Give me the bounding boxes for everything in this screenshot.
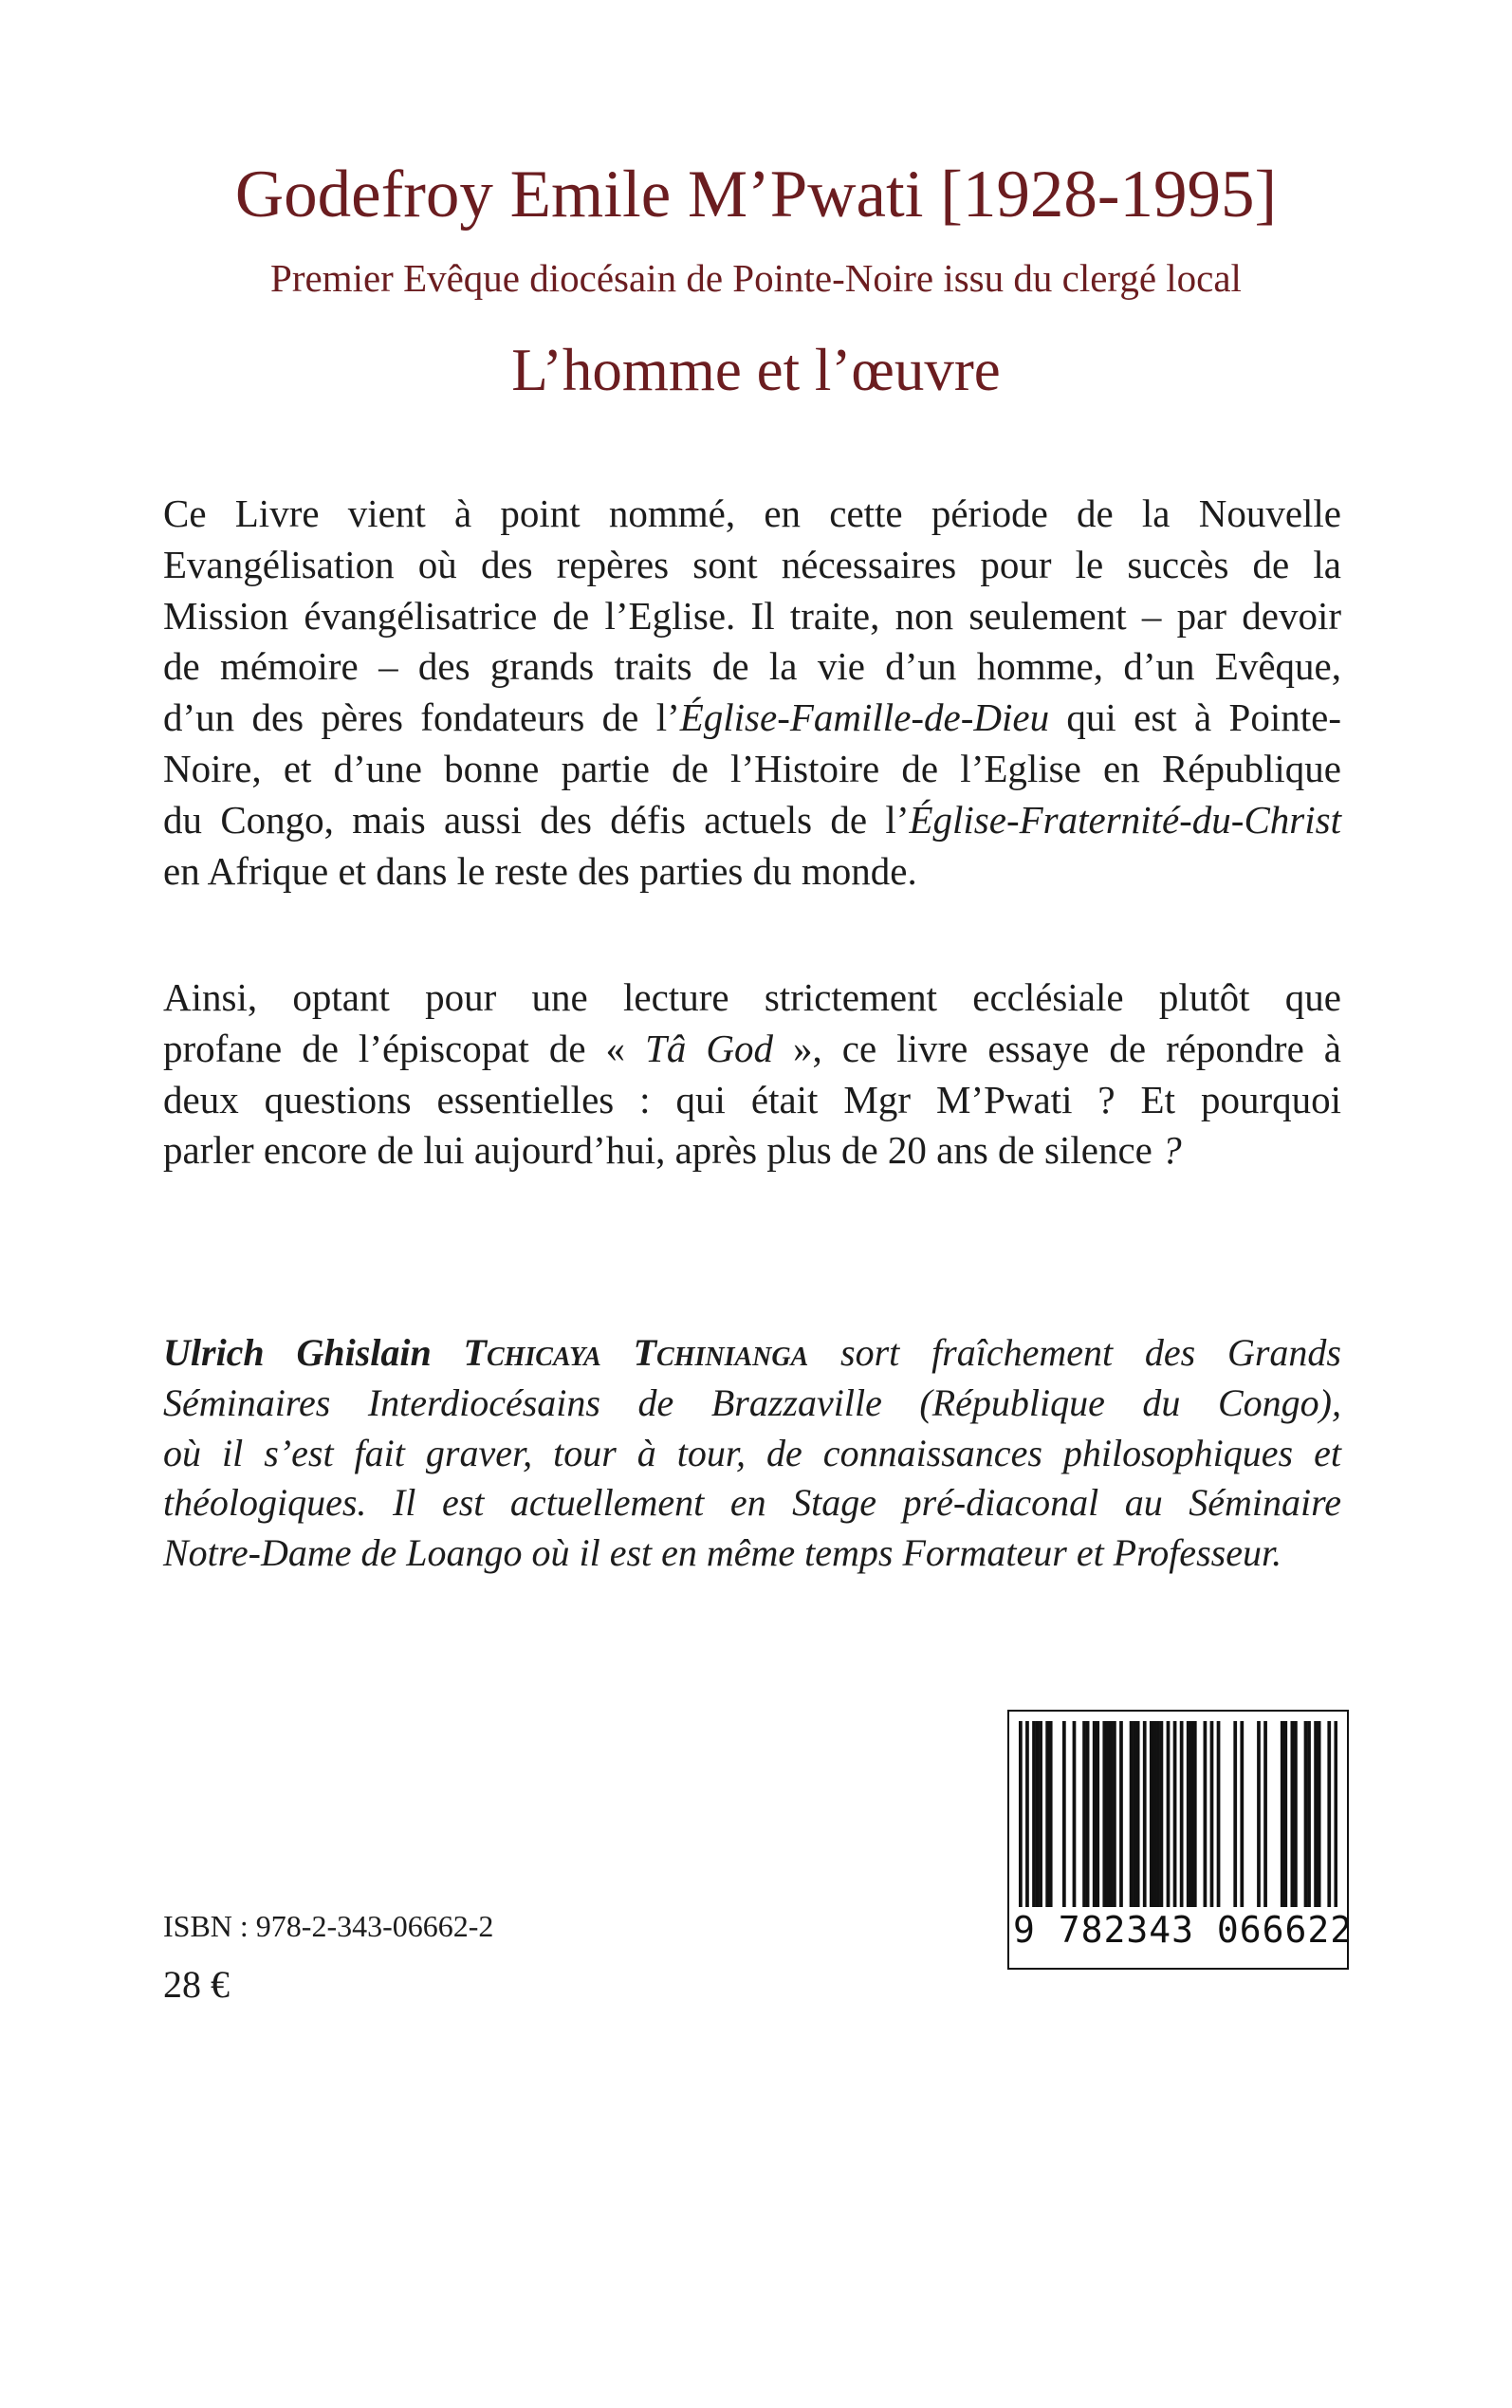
barcode-bar: [1189, 1721, 1193, 1907]
text-run: Ce Livre vient à point nommé, en cette période de la Nouvelle: [163, 491, 1341, 535]
barcode-bar: [1187, 1721, 1190, 1907]
barcode-bar: [1106, 1721, 1110, 1907]
barcode-bar: [1152, 1721, 1156, 1907]
isbn-number: ISBN : 978-2-343-06662-2: [163, 1909, 494, 1943]
barcode-bar: [1160, 1721, 1164, 1907]
barcode-bar: [1304, 1721, 1308, 1907]
text-line: [163, 1075, 1341, 1126]
barcode: [1007, 1710, 1354, 1970]
text-run: Evangélisation où des repères sont nécessaires pour le succès de la: [163, 542, 1341, 586]
text-line: [163, 795, 1341, 846]
barcode-bar: [1173, 1721, 1177, 1907]
barcode-bar: [1086, 1721, 1090, 1907]
barcode-bar: [1143, 1721, 1147, 1907]
barcode-bar: [1263, 1721, 1267, 1907]
barcode-bar: [1036, 1721, 1040, 1907]
barcode-bar: [1082, 1721, 1086, 1907]
text-run: Mission évangélisatrice de l’Eglise. Il traite, non seulement – par devoir: [163, 593, 1341, 638]
summary-paragraph-1: [163, 489, 1341, 897]
barcode-bar: [1093, 1721, 1097, 1907]
barcode-bar: [1217, 1721, 1221, 1907]
text-run: profane de l’épiscopat de «: [163, 1026, 646, 1070]
text-line: [163, 641, 1341, 693]
book-subtitle-secondary: L’homme et l’œuvre: [511, 337, 1001, 403]
barcode-bar: [1257, 1721, 1261, 1907]
barcode-bar: [1233, 1721, 1237, 1907]
text-line: [163, 489, 1341, 540]
barcode-bar: [1318, 1721, 1321, 1907]
barcode-bar: [1109, 1721, 1113, 1907]
barcode-bar: [1073, 1721, 1077, 1907]
text-run: qui est à Pointe-: [1049, 695, 1341, 740]
barcode-bar: [1119, 1721, 1123, 1907]
barcode-bar: [1180, 1721, 1184, 1907]
text-line: [163, 1328, 1341, 1379]
text-run: Ulrich Ghislain: [163, 1331, 464, 1374]
barcode-bar: [1136, 1721, 1140, 1907]
text-run: Église-Famille-de-Dieu: [679, 695, 1050, 740]
barcode-bar: [1102, 1721, 1106, 1907]
text-run: deux questions essentielles : qui était Mgr M’Pwati ? Et pourquoi: [163, 1077, 1341, 1121]
text-run: en Afrique et dans le reste des parties du monde.: [163, 848, 917, 893]
text-line: [163, 540, 1341, 591]
text-run: Séminaires Interdiocésains de Brazzaville (République du Congo),: [163, 1380, 1341, 1424]
text-run: sort fraîchement des Grands: [808, 1331, 1342, 1374]
price: 28 €: [163, 1963, 230, 2006]
barcode-bar: [1049, 1721, 1053, 1907]
text-run: ?: [1162, 1128, 1182, 1173]
barcode-bar: [1113, 1721, 1116, 1907]
barcode-bar: [1204, 1721, 1208, 1907]
barcode-bar: [1314, 1721, 1318, 1907]
text-run: théologiques. Il est actuellement en Stage pré-diaconal au Séminaire: [163, 1481, 1341, 1525]
barcode-bar: [1281, 1721, 1284, 1907]
barcode-bar: [1025, 1721, 1029, 1907]
barcode-bars: [1019, 1721, 1337, 1907]
text-run: », ce livre essaye de répondre à: [773, 1026, 1341, 1070]
book-subtitle: Premier Evêque diocésain de Pointe-Noire issu du clergé local: [270, 256, 1242, 300]
barcode-bar: [1130, 1721, 1134, 1907]
text-run: Ainsi, optant pour une lecture strictement ecclésiale plutôt que: [163, 975, 1341, 1019]
author-bio-paragraph: [163, 1328, 1341, 1579]
barcode-bar: [1307, 1721, 1311, 1907]
book-title: Godefroy Emile M’Pwati [1928-1995]: [234, 157, 1278, 232]
text-run: de mémoire – des grands traits de la vie d’un homme, d’un Evêque,: [163, 644, 1341, 689]
text-run: Notre-Dame de Loango où il est en même temps Formateur et Professeur.: [163, 1531, 1282, 1575]
barcode-bar: [1294, 1721, 1298, 1907]
text-run: Tchicaya Tchinianga: [463, 1331, 809, 1374]
text-line: [163, 972, 1341, 1024]
barcode-bar: [1150, 1721, 1153, 1907]
text-line: [163, 1125, 1341, 1176]
barcode-bar: [1156, 1721, 1160, 1907]
text-run: d’un des pères fondateurs de l’: [163, 695, 680, 740]
text-run: parler encore de lui aujourd’hui, après plus de 20 ans de silence: [163, 1128, 1163, 1173]
text-line: [163, 846, 1341, 898]
text-run: du Congo, mais aussi des défis actuels de l’: [163, 797, 910, 842]
barcode-bar: [1240, 1721, 1244, 1907]
text-line: [163, 591, 1341, 642]
barcode-bar: [1290, 1721, 1294, 1907]
barcode-bar: [1327, 1721, 1331, 1907]
barcode-digits: 9 782343 066622: [1013, 1909, 1354, 1951]
barcode-bar: [1167, 1721, 1171, 1907]
barcode-bar: [1096, 1721, 1099, 1907]
text-run: Noire, et d’une bonne partie de l’Histoire de l’Eglise en République: [163, 746, 1341, 790]
text-line: [163, 1024, 1341, 1075]
barcode-bar: [1032, 1721, 1036, 1907]
text-run: Église-Fraternité-du-Christ: [909, 797, 1341, 842]
barcode-bar: [1019, 1721, 1023, 1907]
text-line: [163, 693, 1341, 744]
text-line: [163, 744, 1341, 795]
text-line: [163, 1528, 1341, 1579]
barcode-bar: [1045, 1721, 1049, 1907]
barcode-bar: [1133, 1721, 1136, 1907]
text-run: Tâ God: [645, 1026, 773, 1070]
barcode-bar: [1193, 1721, 1197, 1907]
barcode-bar: [1039, 1721, 1042, 1907]
text-line: [163, 1429, 1341, 1479]
barcode-bar: [1210, 1721, 1214, 1907]
summary-paragraph-2: [163, 972, 1341, 1176]
barcode-bar: [1062, 1721, 1066, 1907]
text-run: où il s’est fait graver, tour à tour, de connaissances philosophiques et: [163, 1431, 1341, 1474]
text-line: [163, 1379, 1341, 1429]
text-line: [163, 1478, 1341, 1528]
barcode-bar: [1283, 1721, 1287, 1907]
barcode-bar: [1334, 1721, 1337, 1907]
